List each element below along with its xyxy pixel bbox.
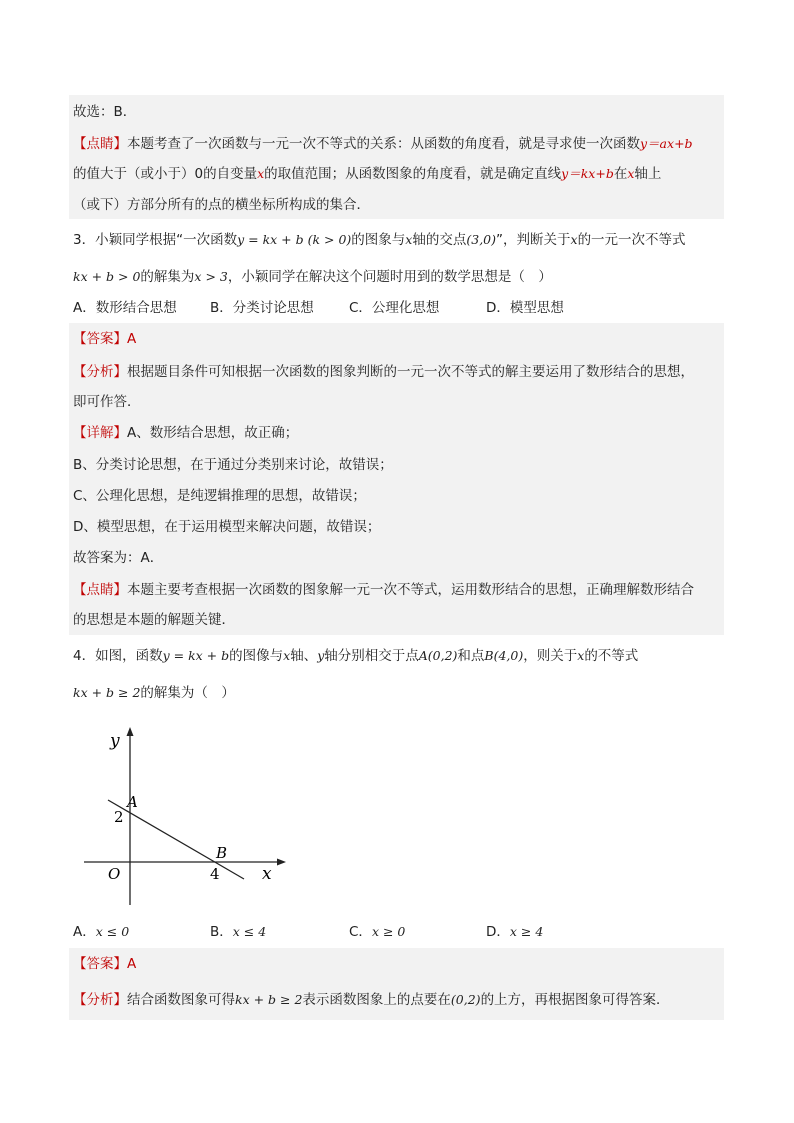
- tick-4-label: 4: [210, 865, 220, 883]
- q3-answer: 【答案】A: [73, 331, 137, 347]
- x-axis-arrow: [277, 859, 286, 866]
- q3-analysis-line2: 即可作答．: [73, 394, 141, 410]
- q4-function-graph: [70, 725, 300, 915]
- q3-detail-line4: D、模型思想，在于运用模型来解决问题，故错误；: [73, 519, 381, 535]
- origin-label: O: [108, 865, 121, 883]
- q3-option-c: C．公理化思想: [349, 300, 440, 316]
- function-line: [108, 800, 244, 879]
- q3-dianjing-line2: 的思想是本题的解题关键．: [73, 612, 235, 628]
- block1-line3: 的值大于（或小于）0的自变量x的取值范围；从函数图象的角度看，就是确定直线y＝kx+b在x轴上: [73, 166, 662, 182]
- tick-2-label: 2: [114, 808, 124, 826]
- block1-line2: 【点睛】本题考查了一次函数与一元一次不等式的关系：从函数的角度看，就是寻求使一次函数y＝ax+b: [73, 136, 693, 152]
- q4-analysis: 【分析】结合函数图象可得kx + b ≥ 2表示函数图象上的点要在(0,2)的上方，再根据图象可得答案．: [73, 992, 670, 1008]
- q3-detail-line2: B、分类讨论思想，在于通过分类别来讨论，故错误；: [73, 457, 393, 473]
- q4-line1: 4．如图，函数y = kx + b的图像与x轴、y轴分别相交于点A(0,2)和点B(4,0)，则关于x的不等式: [73, 648, 639, 664]
- point-b-label: B: [216, 844, 228, 862]
- q4-option-c: C．x ≥ 0: [349, 924, 406, 940]
- q3-detail-line3: C、公理化思想，是纯逻辑推理的思想，故错误；: [73, 488, 366, 504]
- q3-line2: kx + b > 0的解集为x > 3，小颖同学在解决这个问题时用到的数学思想是（ ）: [73, 269, 552, 285]
- q4-option-b: B．x ≤ 4: [210, 924, 267, 940]
- block1-line4: （或下）方部分所有的点的横坐标所构成的集合．: [73, 197, 370, 213]
- q3-dianjing-line1: 【点睛】本题主要考查根据一次函数的图象解一元一次不等式，运用数形结合的思想，正确理解数形结合: [73, 582, 694, 598]
- x-axis-label: x: [262, 864, 272, 884]
- q3-option-b: B．分类讨论思想: [210, 300, 314, 316]
- q3-line1: 3．小颖同学根据“一次函数y = kx + b (k > 0)的图象与x轴的交点(3,0)”，判断关于x的一元一次不等式: [73, 232, 686, 248]
- q4-option-d: D．x ≥ 4: [486, 924, 544, 940]
- q4-answer: 【答案】A: [73, 956, 137, 972]
- q3-detail-line1: 【详解】A、数形结合思想，故正确；: [73, 425, 299, 441]
- q3-analysis-line1: 【分析】根据题目条件可知根据一次函数的图象判断的一元一次不等式的解主要运用了数形结合的思想，: [73, 364, 694, 380]
- y-axis-arrow: [127, 727, 134, 736]
- q3-option-d: D．模型思想: [486, 300, 564, 316]
- block1-line1: 故选：B．: [73, 104, 137, 120]
- q4-option-a: A．x ≤ 0: [73, 924, 130, 940]
- y-axis-label: y: [110, 731, 120, 751]
- point-a-label: A: [127, 793, 138, 811]
- q3-option-a: A．数形结合思想: [73, 300, 177, 316]
- q3-detail-line5: 故答案为：A．: [73, 550, 164, 566]
- q4-line2: kx + b ≥ 2的解集为（ ）: [73, 685, 235, 701]
- dianjing-tag: 【点睛】: [73, 136, 127, 152]
